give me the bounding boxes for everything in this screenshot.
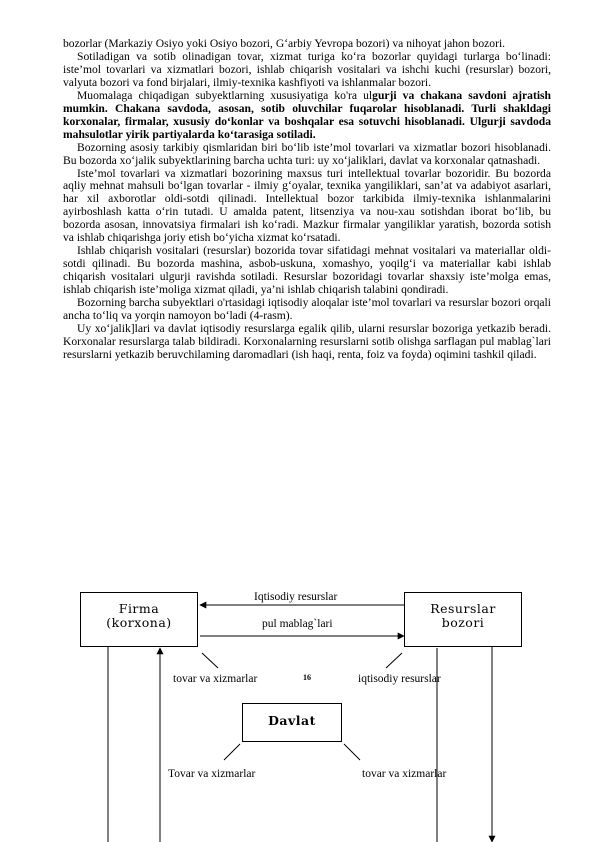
page-number: 16 xyxy=(303,673,311,682)
label-goods-bottom-right: tovar va xizmarlar xyxy=(362,768,447,780)
paragraph-bold-text: gurji va chakana savdoni ajratish mumkin. Chakana savdoda, asosan, sotib oluvchilar fuqarolar hisoblanadi. Turli shakldagi korxonalar, firmalar, xususiy do‘konlar va boshqalar esa sotuvchi hisoblanadi. Ulgurji savdoda mahsulotlar yirik partiyalarda ko‘tarasiga sotiladi. xyxy=(63,88,552,141)
paragraph-text: Ishlab chiqarish vositalari (resurslar) bozorida tovar sifatidagi mehnat vositalari va materiallar oldi-sotdi qilinadi. Bu bozorda mashina, asbob-uskuna, xomashyo, yoqilg‘i va materiallar kabi ishlab chiqarish vositalari ulgurji ravishda sotiladi. Resurslar bozoridagi tovarlar shaxsiy iste’molga emas, ishlab chiqarish iste’moliga xizmat qiladi, ya’ni ishlab chiqarish talabini qondiradi. xyxy=(63,244,551,297)
paragraph-text: Bozorning asosiy tarkibiy qismlaridan biri bo‘lib iste’mol tovarlari va xizmatlar bozori hisoblanadi. Bu bozorda xo‘jalik subyektlarining barcha uchta turi: uy xo‘jaliklari, davlat va korxonalar qatnashadi. xyxy=(63,140,551,167)
diag-top-left xyxy=(202,653,218,668)
diag-bottom-right xyxy=(344,744,360,760)
resource-market-box-label: Resurslar bozori xyxy=(430,601,496,630)
label-economic-resources: Iqtisodiy resurslar xyxy=(254,591,338,603)
state-box-label: Davlat xyxy=(268,713,316,728)
paragraph xyxy=(63,142,551,168)
state-box xyxy=(242,703,342,742)
label-resources-right: iqtisodiy resurslar xyxy=(358,673,441,685)
label-money-flow: pul mablag`lari xyxy=(262,618,333,630)
resource-market-box xyxy=(404,592,522,647)
firm-box-label: Firma (korxona) xyxy=(106,601,172,630)
paragraph-text: Sotiladigan va sotib olinadigan tovar, xizmat turiga ko‘ra bozorlar quyidagi turlarga bo‘linadi: iste’mol tovarlari va xizmatlari bozori, ishlab chiqarish vositalari va ishchi kuchi (resurslar) bozori, valyuta bozori va fond birjalari, ilmiy-texnika kashfiyoti va ishlanmalar bozori. xyxy=(63,49,551,89)
paragraph-text: bozorlar (Markaziy Osiyo yoki Osiyo bozori, G‘arbiy Yevropa bozori) va nihoyat jahon bozori. xyxy=(63,37,506,50)
paragraph-text: Uy xo‘jalik]lari va davlat iqtisodiy resurslarga egalik qilib, ularni resurslar bozoriga yetkazib beradi. Korxonalar resurslarga talab bildiradi. Korxonalarning resurslarni sotib olishga sarflagan pul mablag`lari resurslarni yetkazib beruvchilaming daromadlari (ish haqi, renta, foiz va foyda) oqimini tashkil qiladi. xyxy=(63,321,551,361)
firm-box xyxy=(80,592,198,647)
paragraph xyxy=(63,297,551,323)
diag-bottom-left xyxy=(224,744,240,760)
economic-flow-diagram xyxy=(0,560,595,842)
page-text xyxy=(63,38,551,362)
paragraph xyxy=(63,323,551,362)
label-goods-left: tovar va xizmarlar xyxy=(173,673,258,685)
paragraph xyxy=(63,245,551,297)
paragraph xyxy=(63,168,551,246)
paragraph-text: Iste’mol tovarlari va xizmatlari bozorining maxsus turi intellektual tovarlar bozoridir. Bu bozorda aqliy mehnat mahsuli bo‘lgan tovarlar - ilmiy g‘oyalar, texnika yangiliklari, san’at va adabiyot asarlari, har xil axborotlar oldi-sotdi qilinadi. Intellektual bozor tarkibida ilmiy-texnika ishlanmalarini ayirboshlash katta o‘rin tutadi. U amalda patent, litsenziya va nou-xau sotishdan iborat bo‘lib, bu bozorda asosan, innovatsiya firmalari ish ko‘radi. Mazkur firmalar yangiliklar yaratish, bozorda sotish va ishlab chiqarishga joriy etish bo‘yicha xizmat ko‘rsatadi. xyxy=(63,166,551,245)
paragraph-text: Muomalaga chiqadigan subyektlarning xususiyatiga ko'ra ul xyxy=(77,88,373,102)
diag-top-right xyxy=(386,653,402,668)
paragraph xyxy=(63,51,551,90)
paragraph-text: Bozorning barcha subyektlari o'rtasidagi iqtisodiy aloqalar iste’mol tovarlari va resurslar bozori orqali ancha to‘liq va yorqin namoyon bo‘ladi (4-rasm). xyxy=(63,296,551,323)
label-goods-bottom-left: Tovar va xizmarlar xyxy=(168,768,256,780)
paragraph xyxy=(63,90,551,142)
